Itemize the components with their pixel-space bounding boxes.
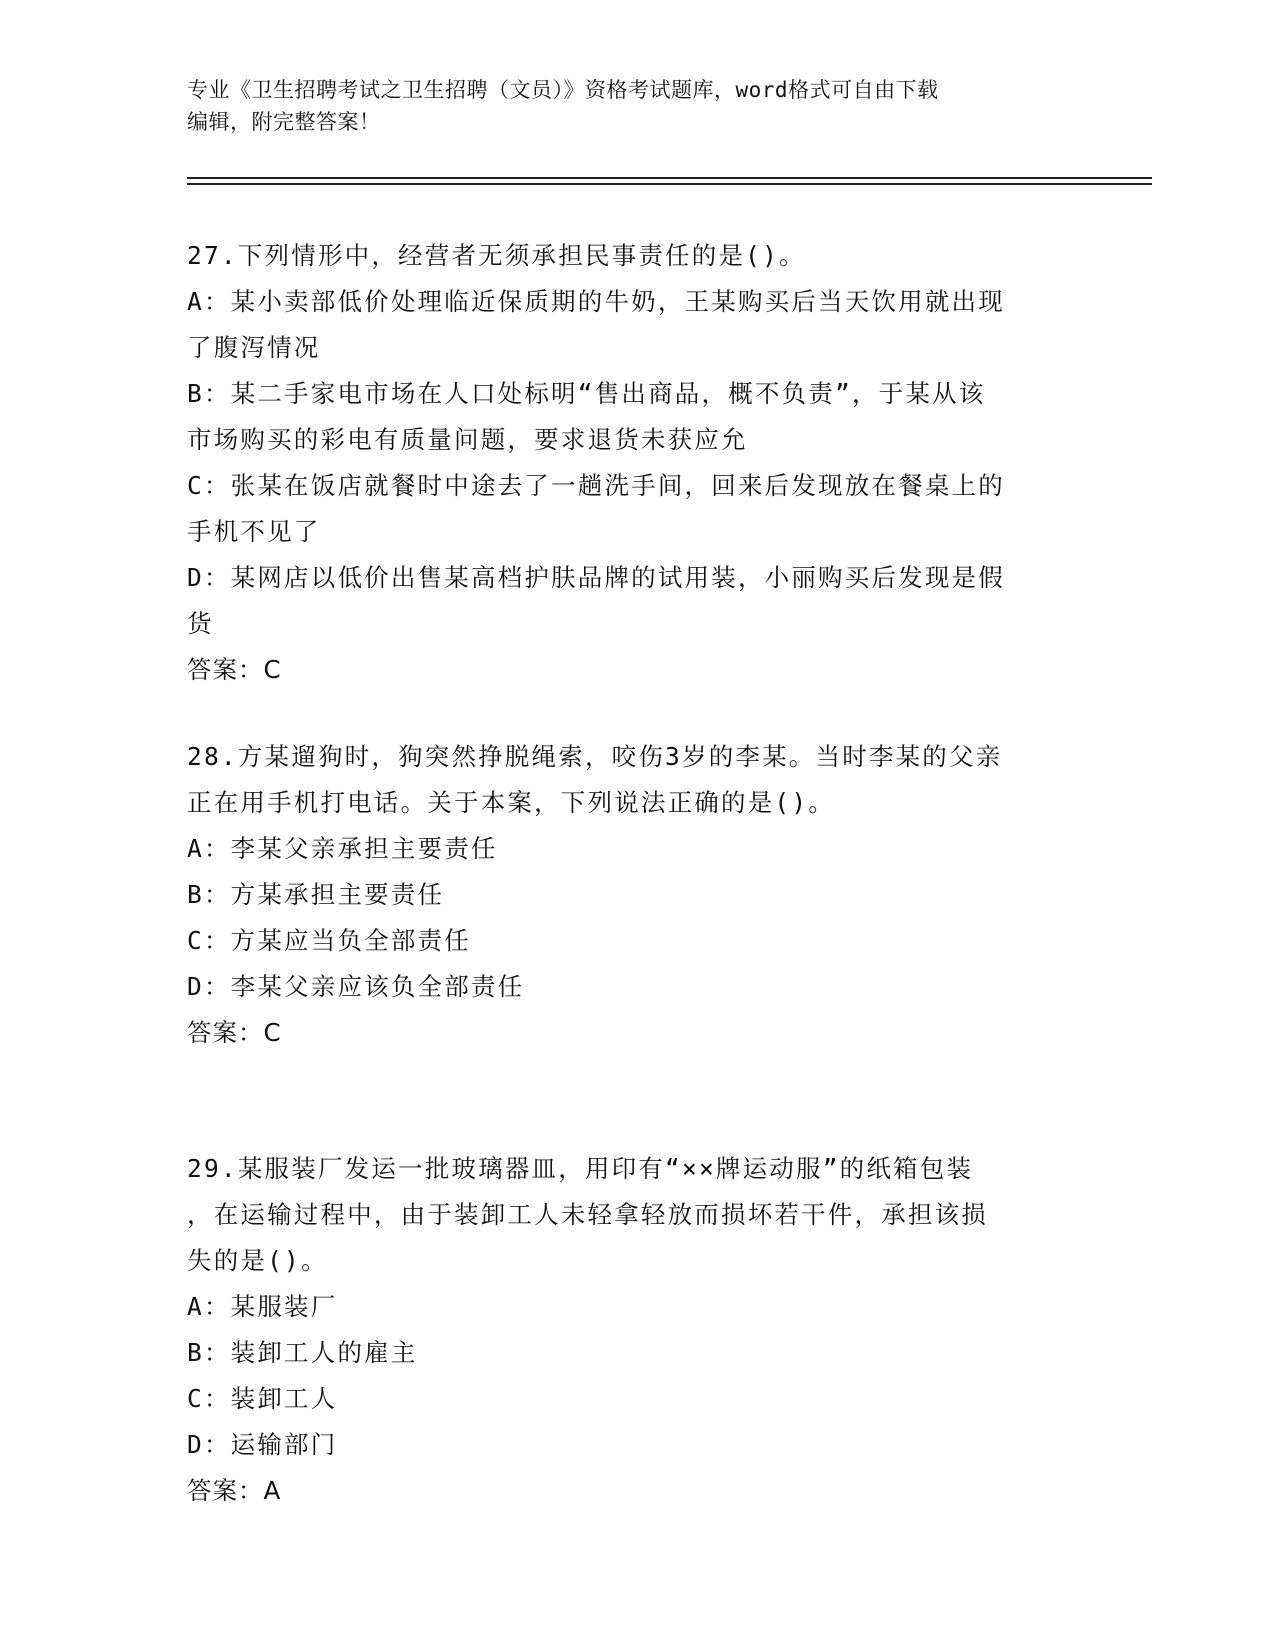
header-divider [187,177,1152,179]
option-d-continued: 货 [187,609,214,638]
option-b: B：方某承担主要责任 [187,880,445,909]
question-stem: 27.下列情形中，经营者无须承担民事责任的是()。 [187,241,806,270]
option-b: B：某二手家电市场在人口处标明“售出商品，概不负责”，于某从该 [187,379,986,408]
question-stem: 28.方某遛狗时，狗突然挣脱绳索，咬伤3岁的李某。当时李某的父亲 [187,742,1003,771]
option-d: D：某网店以低价出售某高档护肤品牌的试用装，小丽购买后发现是假 [187,563,1005,592]
option-a: A：李某父亲承担主要责任 [187,834,498,863]
question-stem-continued: ，在运输过程中，由于装卸工人未轻拿轻放而损坏若干件，承担该损 [187,1200,988,1229]
header-line: 专业《卫生招聘考试之卫生招聘（文员）》资格考试题库，word格式可自由下载 [187,78,939,102]
question-28 [187,734,1077,1056]
option-d: D：运输部门 [187,1430,338,1459]
question-stem-continued: 失的是()。 [187,1246,328,1275]
option-c: C：张某在饭店就餐时中途去了一趟洗手间，回来后发现放在餐桌上的 [187,471,1005,500]
option-a-continued: 了腹泻情况 [187,333,321,362]
option-a: A：某服装厂 [187,1292,338,1321]
option-a: A：某小卖部低价处理临近保质期的牛奶，王某购买后当天饮用就出现 [187,287,1005,316]
answer: 答案：C [187,655,282,684]
question-stem-continued: 正在用手机打电话。关于本案，下列说法正确的是()。 [187,788,835,817]
answer: 答案：A [187,1476,282,1505]
question-stem: 29.某服装厂发运一批玻璃器皿，用印有“××牌运动服”的纸箱包装 [187,1154,974,1183]
option-c: C：装卸工人 [187,1384,338,1413]
header-divider [187,183,1152,185]
document-header [187,74,1077,138]
header-line: 编辑，附完整答案！ [187,110,381,134]
option-b: B：装卸工人的雇主 [187,1338,418,1367]
option-c-continued: 手机不见了 [187,517,321,546]
option-d: D：李某父亲应该负全部责任 [187,972,525,1001]
option-c: C：方某应当负全部责任 [187,926,471,955]
question-27 [187,233,1077,693]
answer: 答案：C [187,1018,282,1047]
option-b-continued: 市场购买的彩电有质量问题，要求退货未获应允 [187,425,748,454]
question-29 [187,1146,1077,1514]
